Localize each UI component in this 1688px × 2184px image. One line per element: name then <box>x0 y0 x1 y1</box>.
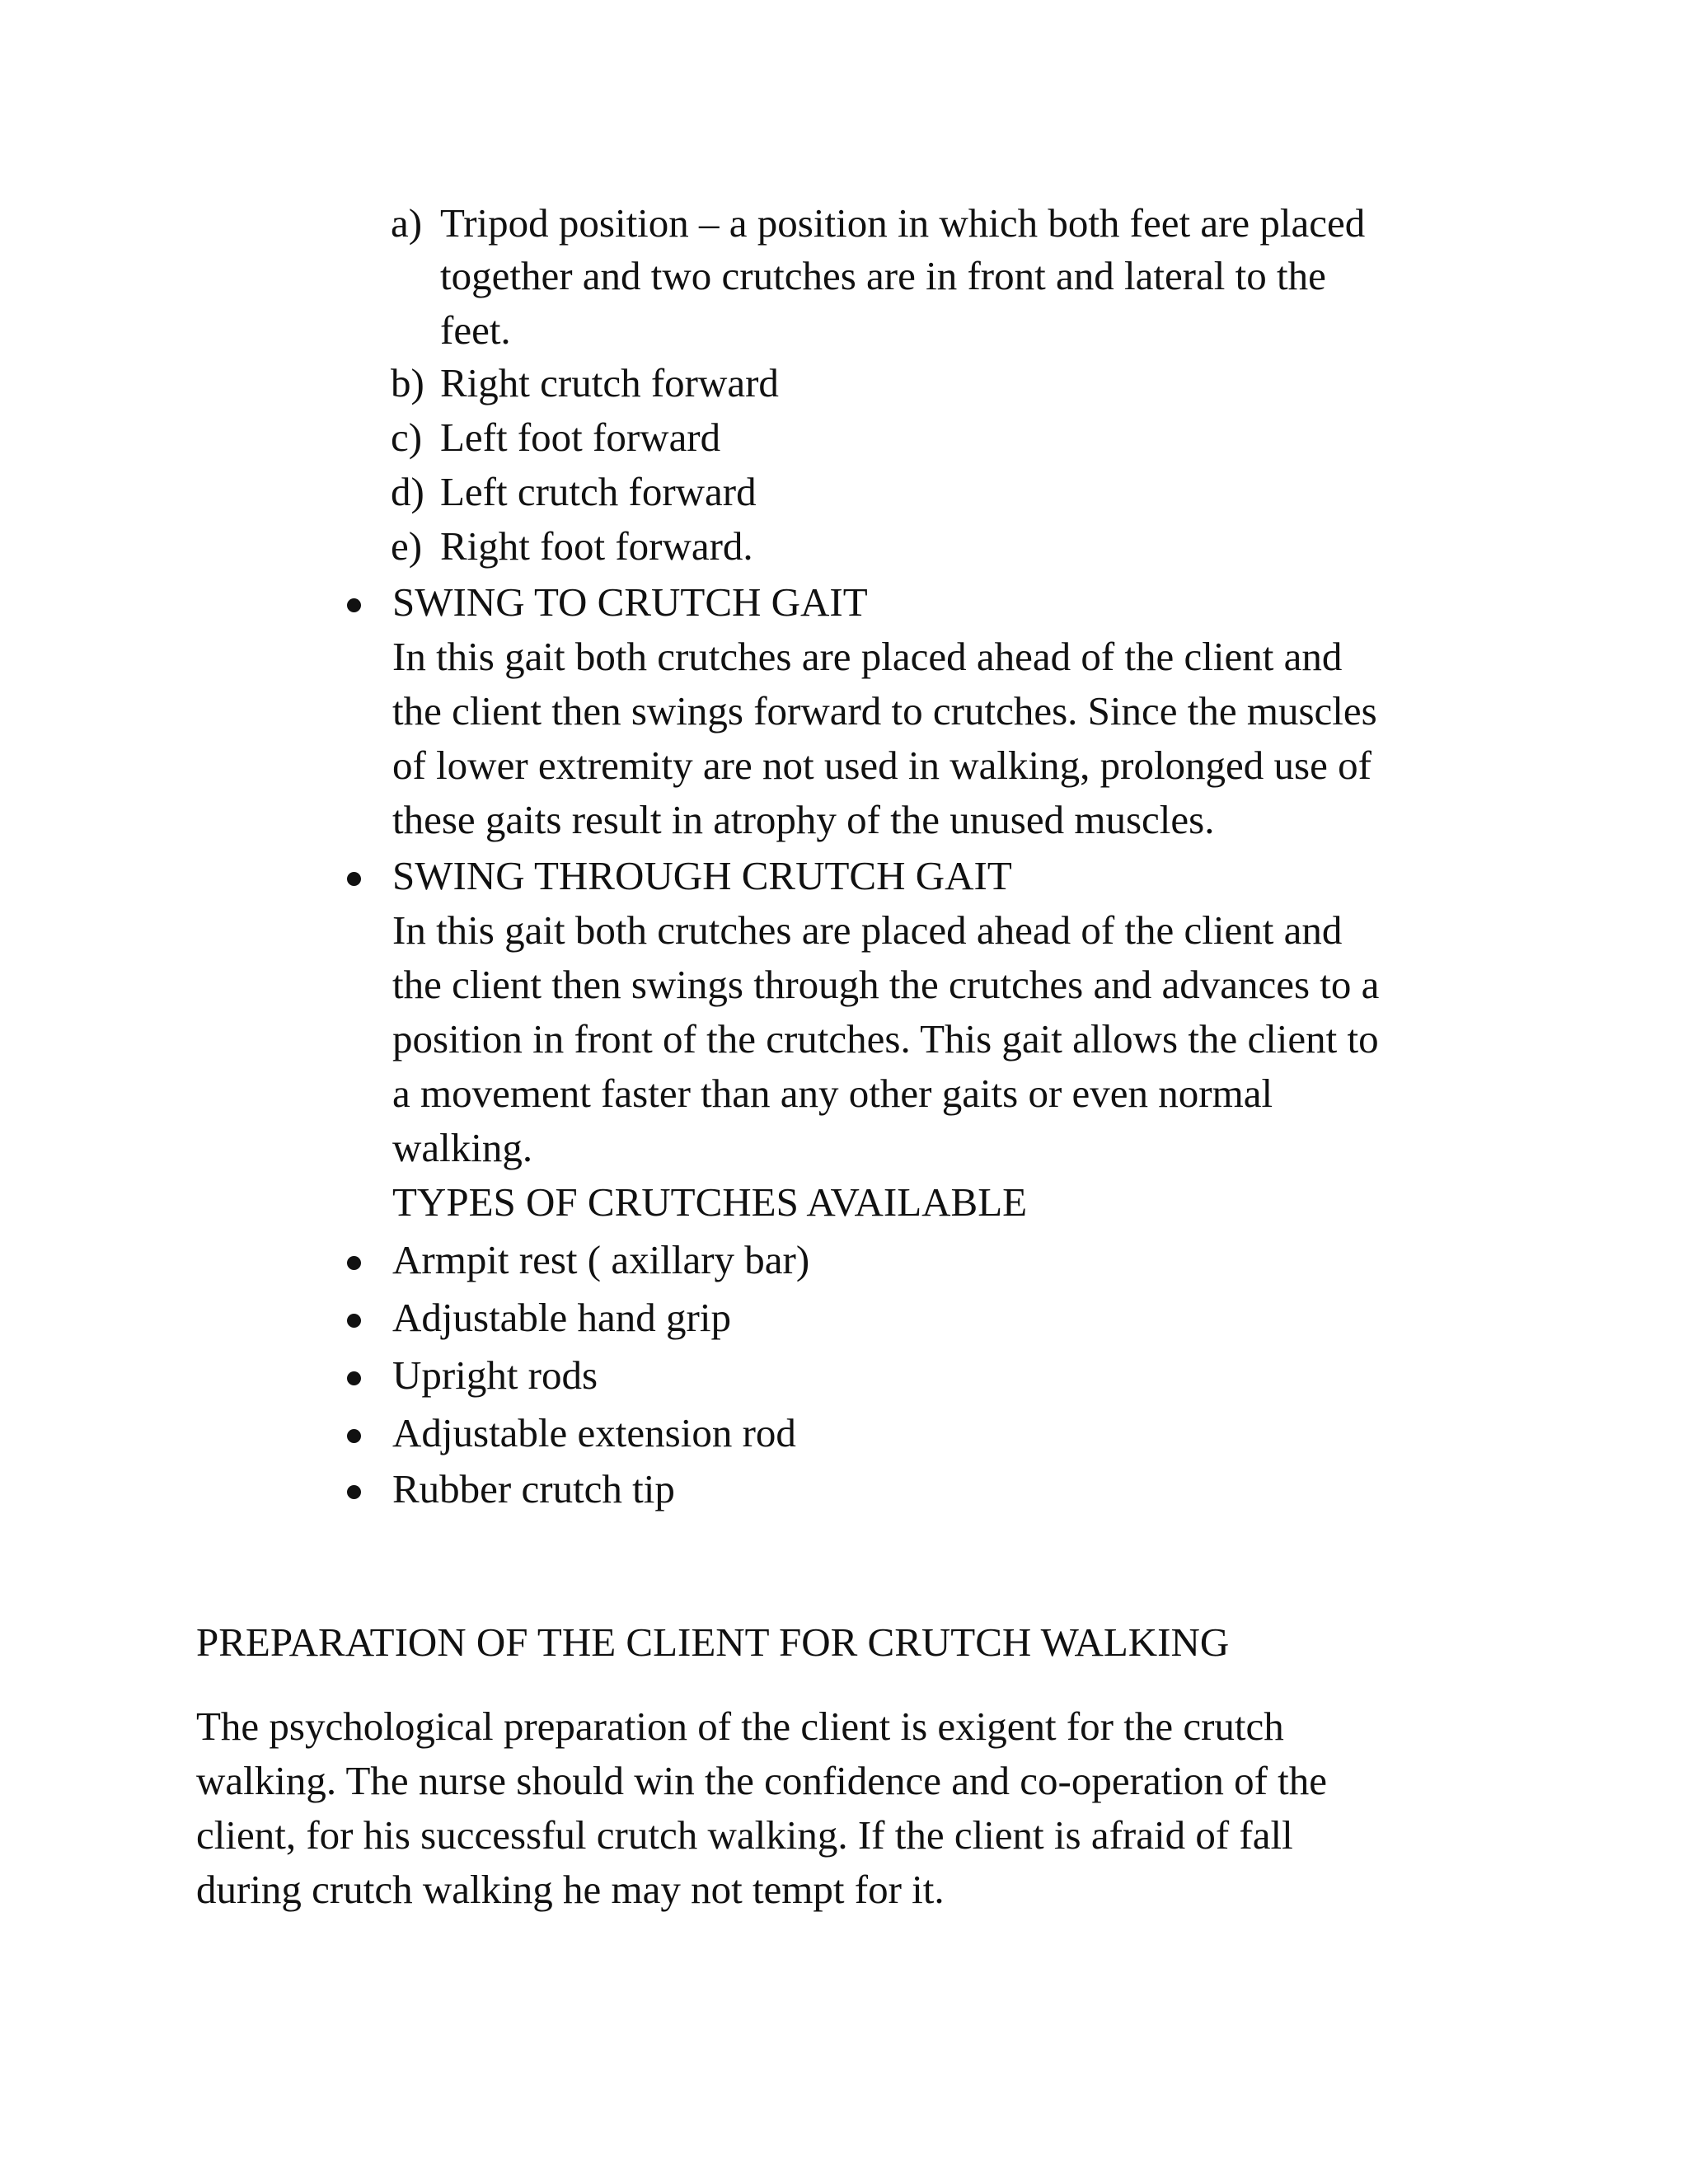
swing-to-line-1: In this gait both crutches are placed ahead of the client and <box>392 634 1343 679</box>
step-b-text: Right crutch forward <box>440 360 779 405</box>
bullet-icon <box>347 1314 361 1328</box>
step-marker-d: d) <box>391 469 424 514</box>
step-marker-b: b) <box>391 360 424 405</box>
list-item: Adjustable extension rod <box>392 1410 796 1455</box>
swing-to-heading: SWING TO CRUTCH GAIT <box>392 579 868 625</box>
list-item: Rubber crutch tip <box>392 1466 675 1511</box>
swing-to-line-3: of lower extremity are not used in walking, prolonged use of <box>392 743 1372 788</box>
step-a-line-1: Tripod position – a position in which both feet are placed <box>440 200 1366 246</box>
swing-to-line-4: these gaits result in atrophy of the unused muscles. <box>392 797 1215 842</box>
step-marker-e: e) <box>391 523 423 569</box>
preparation-line-1: The psychological preparation of the client is exigent for the crutch <box>196 1704 1284 1749</box>
swing-through-line-5: walking. <box>392 1125 533 1170</box>
bullet-icon <box>347 1429 361 1443</box>
bullet-icon <box>347 1371 361 1385</box>
swing-through-line-3: position in front of the crutches. This gait allows the client to <box>392 1016 1379 1062</box>
list-item: Armpit rest ( axillary bar) <box>392 1237 810 1282</box>
bullet-icon <box>347 1485 361 1499</box>
step-e-text: Right foot forward. <box>440 523 753 569</box>
swing-through-line-2: the client then swings through the crutches and advances to a <box>392 962 1380 1007</box>
step-a-line-2: together and two crutches are in front and lateral to the <box>440 253 1326 298</box>
swing-through-line-4: a movement faster than any other gaits or even normal <box>392 1071 1273 1116</box>
step-marker-a: a) <box>391 200 423 246</box>
list-item: Adjustable hand grip <box>392 1295 731 1340</box>
swing-through-line-1: In this gait both crutches are placed ahead of the client and <box>392 907 1343 953</box>
bullet-icon <box>347 872 361 886</box>
step-marker-c: c) <box>391 415 423 460</box>
step-d-text: Left crutch forward <box>440 469 757 514</box>
preparation-line-4: during crutch walking he may not tempt for it. <box>196 1867 945 1912</box>
bullet-icon <box>347 1256 361 1270</box>
step-c-text: Left foot forward <box>440 415 721 460</box>
types-heading: TYPES OF CRUTCHES AVAILABLE <box>392 1179 1028 1225</box>
bullet-icon <box>347 598 361 612</box>
swing-through-heading: SWING THROUGH CRUTCH GAIT <box>392 853 1012 898</box>
preparation-line-3: client, for his successful crutch walking. If the client is afraid of fall <box>196 1812 1293 1858</box>
list-item: Upright rods <box>392 1352 598 1398</box>
preparation-heading: PREPARATION OF THE CLIENT FOR CRUTCH WALKING <box>196 1619 1230 1665</box>
swing-to-line-2: the client then swings forward to crutches. Since the muscles <box>392 688 1377 733</box>
preparation-line-2: walking. The nurse should win the confidence and co-operation of the <box>196 1758 1328 1803</box>
step-a-line-3: feet. <box>440 307 511 353</box>
